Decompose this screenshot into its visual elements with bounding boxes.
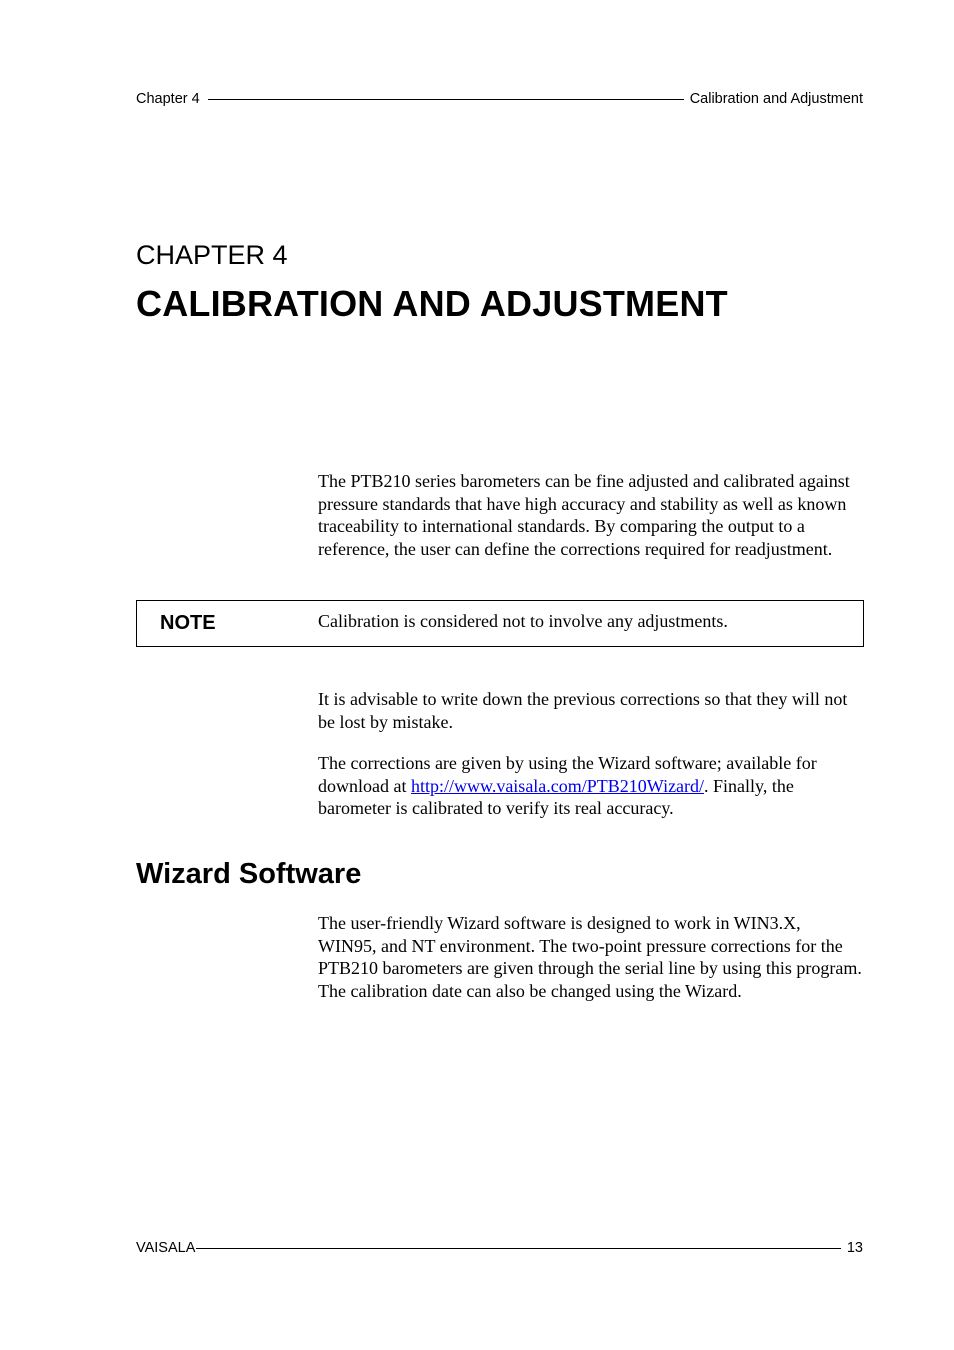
chapter-label: CHAPTER 4: [136, 240, 288, 270]
wizard-download-link[interactable]: http://www.vaisala.com/PTB210Wizard/: [410, 775, 705, 796]
page-number: 13: [846, 1240, 863, 1256]
intro-paragraph: The PTB210 series barometers can be fine adjusted and calibrated against pressure standards that have high accuracy and stability as well as known traceability to international standards. By comparing the output to a reference, the user can define the corrections required for readjustment.: [318, 471, 850, 559]
corrections-text-before: The corrections are given by using the Wizard software; available for download at: [318, 753, 817, 796]
wizard-paragraph: The user-friendly Wizard software is designed to work in WIN3.X, WIN95, and NT environment. The two-point pressure corrections for the PTB210 barometers are given through the serial line by using this program. The calibration date can also be changed using the Wizard.: [318, 913, 862, 1001]
corrections-paragraph: [318, 752, 863, 820]
corrections-text-after: . Finally, the barometer is calibrated to verify its real accuracy.: [318, 775, 794, 818]
running-footer: [136, 1239, 863, 1257]
header-rule: [208, 99, 684, 100]
section-heading-wizard: Wizard Software: [136, 858, 362, 890]
note-label: NOTE: [160, 612, 216, 634]
chapter-title: CALIBRATION AND ADJUSTMENT: [136, 283, 728, 324]
header-chapter: Chapter 4: [136, 91, 200, 107]
note-box: [136, 600, 864, 647]
header-section-title: Calibration and Adjustment: [689, 91, 863, 107]
footer-rule: [196, 1248, 840, 1249]
note-text: Calibration is considered not to involve any adjustments.: [318, 611, 728, 631]
advice-paragraph: It is advisable to write down the previous corrections so that they will not be lost by mistake.: [318, 689, 848, 732]
footer-company: VAISALA: [136, 1240, 196, 1256]
running-header: [136, 90, 863, 108]
